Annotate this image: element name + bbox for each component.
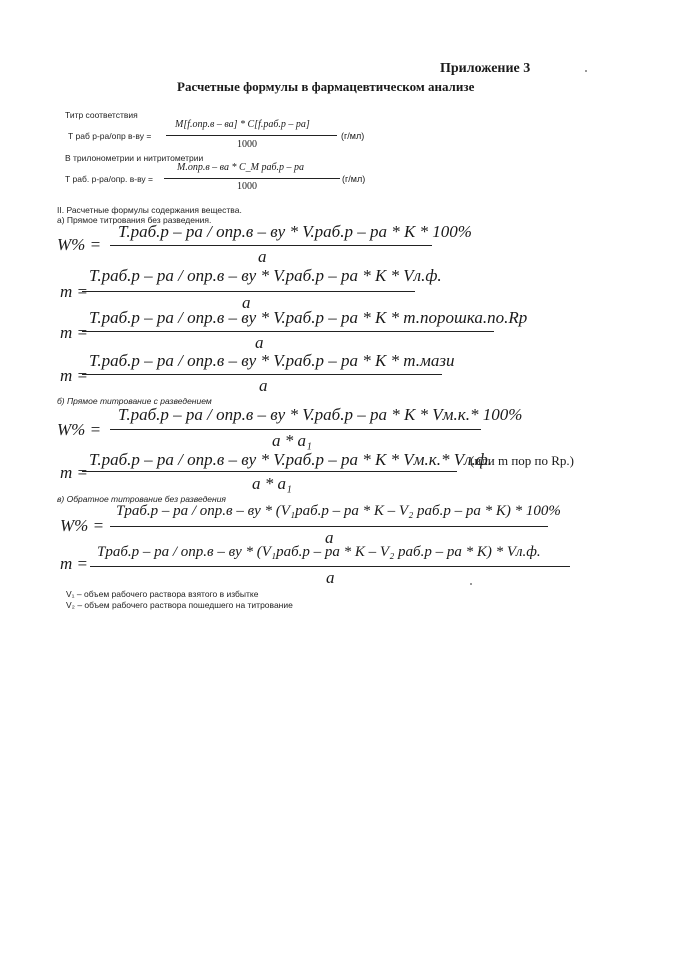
titr-formula1-fraction-bar <box>166 135 337 136</box>
formula-numerator: Tраб.р – ра / опр.в – ву * (V₁раб.р – ра * K – V₂ раб.р – ра * K) * Vл.ф. <box>97 544 541 560</box>
formula-lhs: W% = <box>57 420 102 439</box>
appendix-label: Приложение 3 <box>440 61 531 76</box>
legend-v2: V₂ – объем рабочего раствора пошедшего на титрование <box>66 600 293 610</box>
formula-numerator: Т.раб.р – ра / опр.в – ву * V.раб.р – ра * K * Vм.к.* Vл.ф. <box>89 450 493 469</box>
formula-fraction-bar <box>82 331 494 332</box>
formula-denominator: a <box>259 376 268 395</box>
formula-lhs: m = <box>60 366 88 385</box>
formula-lhs: m = <box>60 463 88 482</box>
formula-denominator: a * a₁ <box>252 474 292 493</box>
formula-numerator: Т.раб.р – ра / опр.в – ву * V.раб.р – ра * K * Vл.ф. <box>89 266 442 285</box>
formula-numerator: Т.раб.р – ра / опр.в – ву * V.раб.р – ра * K * Vм.к.* 100% <box>118 405 523 424</box>
scan-speck <box>585 70 587 72</box>
formula-denominator: a <box>255 333 264 352</box>
formula-denominator: a * a₁ <box>272 431 312 450</box>
formula-numerator: Т.раб.р – ра / опр.в – ву * V.раб.р – ра * K * 100% <box>118 222 472 241</box>
titr-heading: Титр соответствия <box>65 110 138 120</box>
titr-formula1-lhs: Т раб р-ра/опр в-ву = <box>68 131 152 141</box>
formula-fraction-bar <box>90 566 570 567</box>
titr-formula1-unit: (г/мл) <box>341 131 365 141</box>
section2-heading: II. Расчетные формулы содержания вещества. <box>57 205 242 215</box>
formula-lhs: W% = <box>57 235 102 254</box>
formula-fraction-bar <box>110 526 548 527</box>
titr-formula1-denominator: 1000 <box>237 139 257 150</box>
titr-formula2-denominator: 1000 <box>237 181 257 192</box>
titr-formula2-unit: (г/мл) <box>342 174 366 184</box>
formula-note: (или m пор по Rp.) <box>470 453 575 468</box>
scan-speck <box>470 583 472 585</box>
formula-lhs: m = <box>60 323 88 342</box>
formula-fraction-bar <box>82 291 415 292</box>
page-title: Расчетные формулы в фармацевтическом анализе <box>177 79 475 94</box>
section2-sub-b: б) Прямое титрование с разведением <box>57 396 212 406</box>
formula-fraction-bar <box>110 429 481 430</box>
formula-fraction-bar <box>110 245 432 246</box>
formula-denominator: a <box>258 247 267 266</box>
formula-numerator: Tраб.р – ра / опр.в – ву * (V₁раб.р – ра * K – V₂ раб.р – ра * K) * 100% <box>116 503 561 519</box>
titr-formula2-numerator: M.опр.в – ва * C_M раб.р – ра <box>177 162 304 173</box>
formula-fraction-bar <box>82 374 442 375</box>
legend-v1: V₁ – объем рабочего раствора взятого в избытке <box>66 589 259 599</box>
formula-lhs: m = <box>60 282 88 301</box>
formula-fraction-bar <box>82 471 457 472</box>
formula-lhs: m = <box>60 554 88 573</box>
formula-denominator: a <box>242 293 251 312</box>
section2-sub-v: в) Обратное титрование без разведения <box>57 494 226 504</box>
formula-lhs: W% = <box>60 516 105 535</box>
formula-numerator: Т.раб.р – ра / опр.в – ву * V.раб.р – ра * K * т.порошка.по.Rp <box>89 308 528 327</box>
formula-denominator: a <box>326 568 335 587</box>
titr-formula2-fraction-bar <box>164 178 340 179</box>
titr-formula1-numerator: M[f.опр.в – ва] * C[f.раб.р – ра] <box>175 119 310 130</box>
section2-sub-a: а) Прямое титрования без разведения. <box>57 215 212 225</box>
titr-formula2-lhs: Т раб. р-ра/опр. в-ву = <box>65 174 154 184</box>
formula-denominator: a <box>325 528 334 547</box>
formula-numerator: Т.раб.р – ра / опр.в – ву * V.раб.р – ра * K * т.мази <box>89 351 455 370</box>
titr-subheading: В трилонометрии и нитритометрии <box>65 153 204 163</box>
